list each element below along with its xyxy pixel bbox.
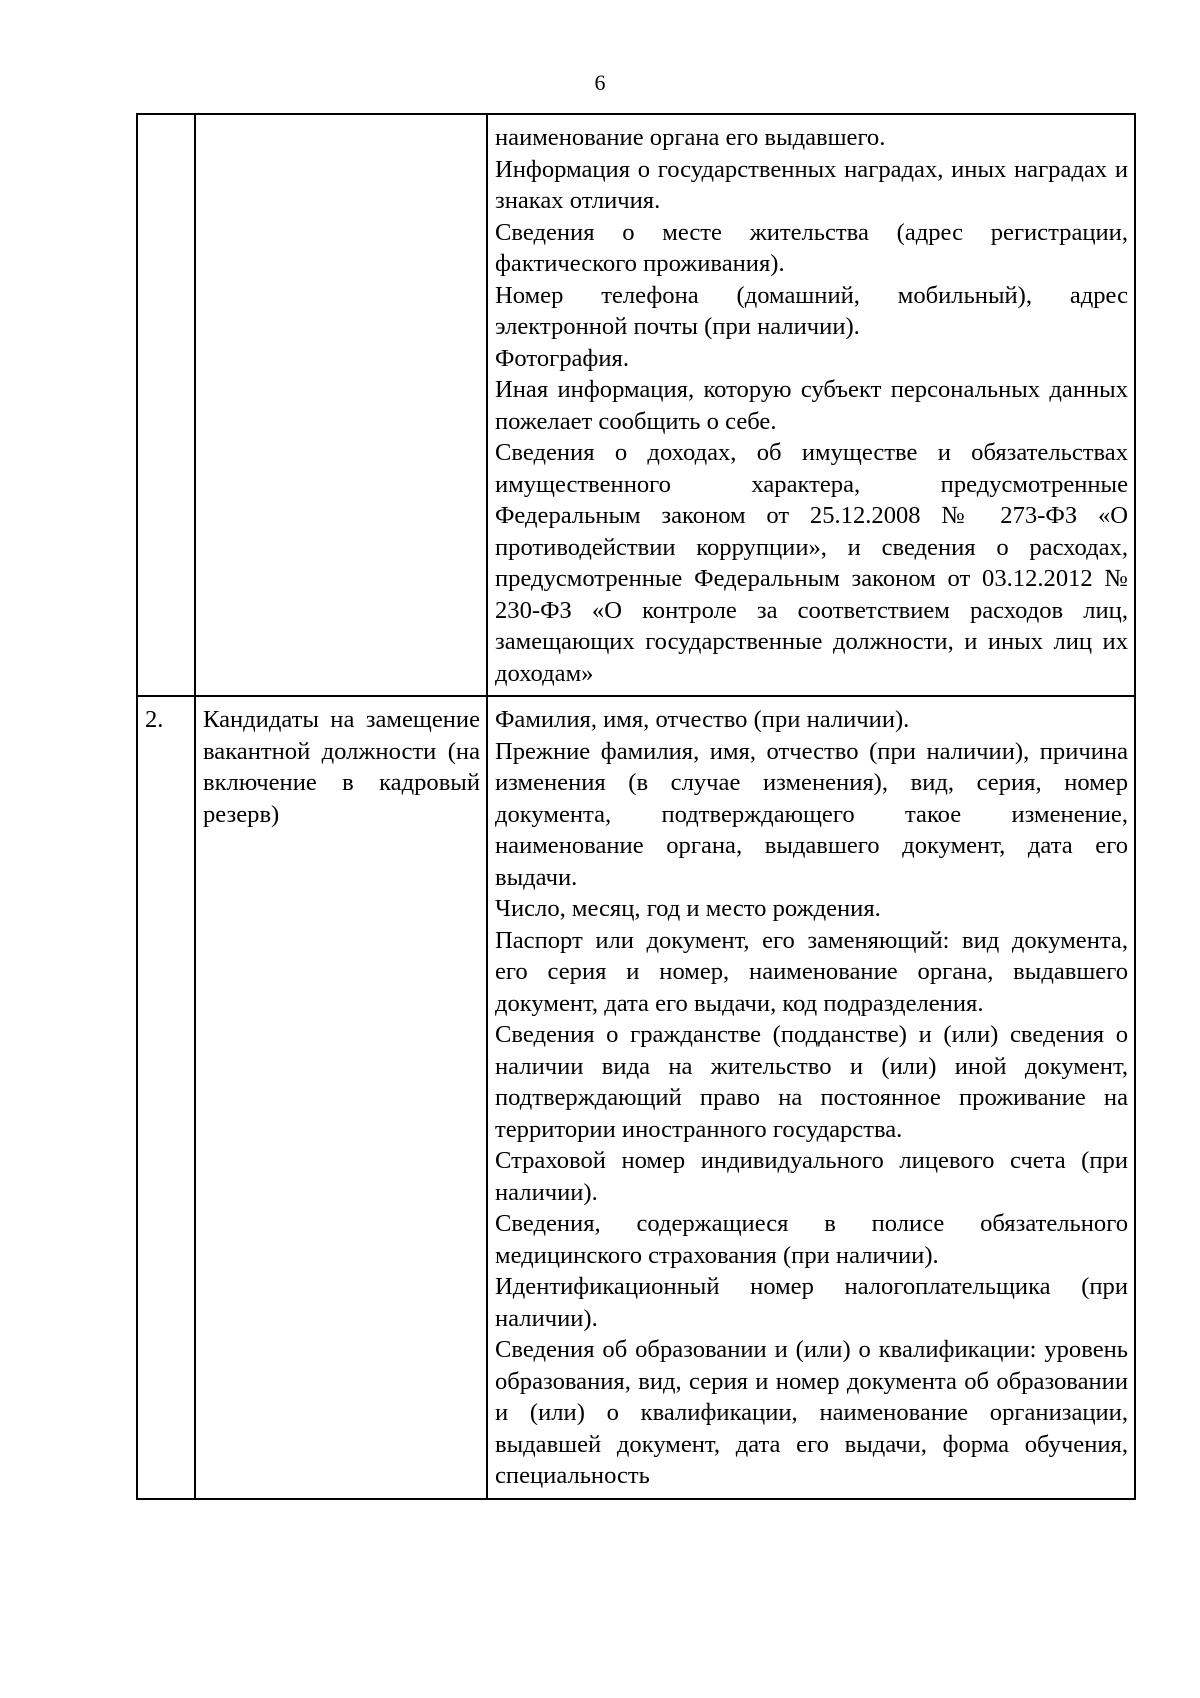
row-number-cell — [137, 114, 195, 696]
data-item: Сведения о доходах, об имуществе и обязательствах имущественного характера, предусмотренные Федеральным законом от 25.12.2008 № 273-ФЗ «О противодействии коррупции», и сведения о расходах, предусмотренные Федеральным законом от 03.12.2012 № 230-ФЗ «О контроле за соответствием расходов лиц, замещающих государственные должности, и иных лиц их доходам» — [495, 439, 1128, 687]
data-item: Фамилия, имя, отчество (при наличии). — [495, 706, 910, 733]
data-list-cell — [487, 114, 1135, 696]
data-item: Номер телефона (домашний, мобильный), адрес электронной почты (при наличии). — [495, 281, 1128, 340]
data-categories-table — [136, 113, 1136, 1500]
data-item: наименование органа его выдавшего. — [495, 124, 886, 151]
page-number: 6 — [594, 70, 606, 95]
table-row — [137, 696, 1135, 1499]
row-number-cell: 2. — [137, 696, 195, 1499]
data-item: Сведения, содержащиеся в полисе обязательного медицинского страхования (при наличии). — [495, 1210, 1128, 1269]
category-cell — [195, 114, 487, 696]
data-item: Иная информация, которую субъект персональных данных пожелает сообщить о себе. — [495, 376, 1128, 435]
data-item: Прежние фамилия, имя, отчество (при наличии), причина изменения (в случае изменения), вид, серия, номер документа, подтверждающего такое изменение, наименование органа, выдавшего документ, дата его выдачи. — [495, 737, 1128, 891]
data-item: Страховой номер индивидуального лицевого счета (при наличии). — [495, 1147, 1128, 1206]
data-list-cell — [487, 696, 1135, 1499]
data-item-continued: Сведения об образовании и (или) о квалификации: уровень образования, вид, серия и номер документа об образовании и (или) о квалификации, наименование организации, выдавшей документ, дата его выдачи, форма обучения, специальность — [495, 1336, 1128, 1489]
data-item: Идентификационный номер налогоплательщика (при наличии). — [495, 1273, 1128, 1332]
data-item: Сведения о гражданстве (подданстве) и (или) сведения о наличии вида на жительство и (или) иной документ, подтверждающий право на постоянное проживание на территории иностранного государства. — [495, 1021, 1128, 1143]
data-item: Сведения о месте жительства (адрес регистрации, фактического проживания). — [495, 218, 1128, 277]
category-cell: Кандидаты на замещение вакантной должности (на включение в кадровый резерв) — [195, 696, 487, 1499]
data-item: Число, месяц, год и место рождения. — [495, 895, 881, 922]
data-item: Информация о государственных наградах, иных наградах и знаках отличия. — [495, 155, 1128, 214]
data-item: Фотография. — [495, 344, 629, 372]
data-item: Паспорт или документ, его заменяющий: вид документа, его серия и номер, наименование органа, выдавшего документ, дата его выдачи, код подразделения. — [495, 926, 1128, 1017]
table-row — [137, 114, 1135, 696]
